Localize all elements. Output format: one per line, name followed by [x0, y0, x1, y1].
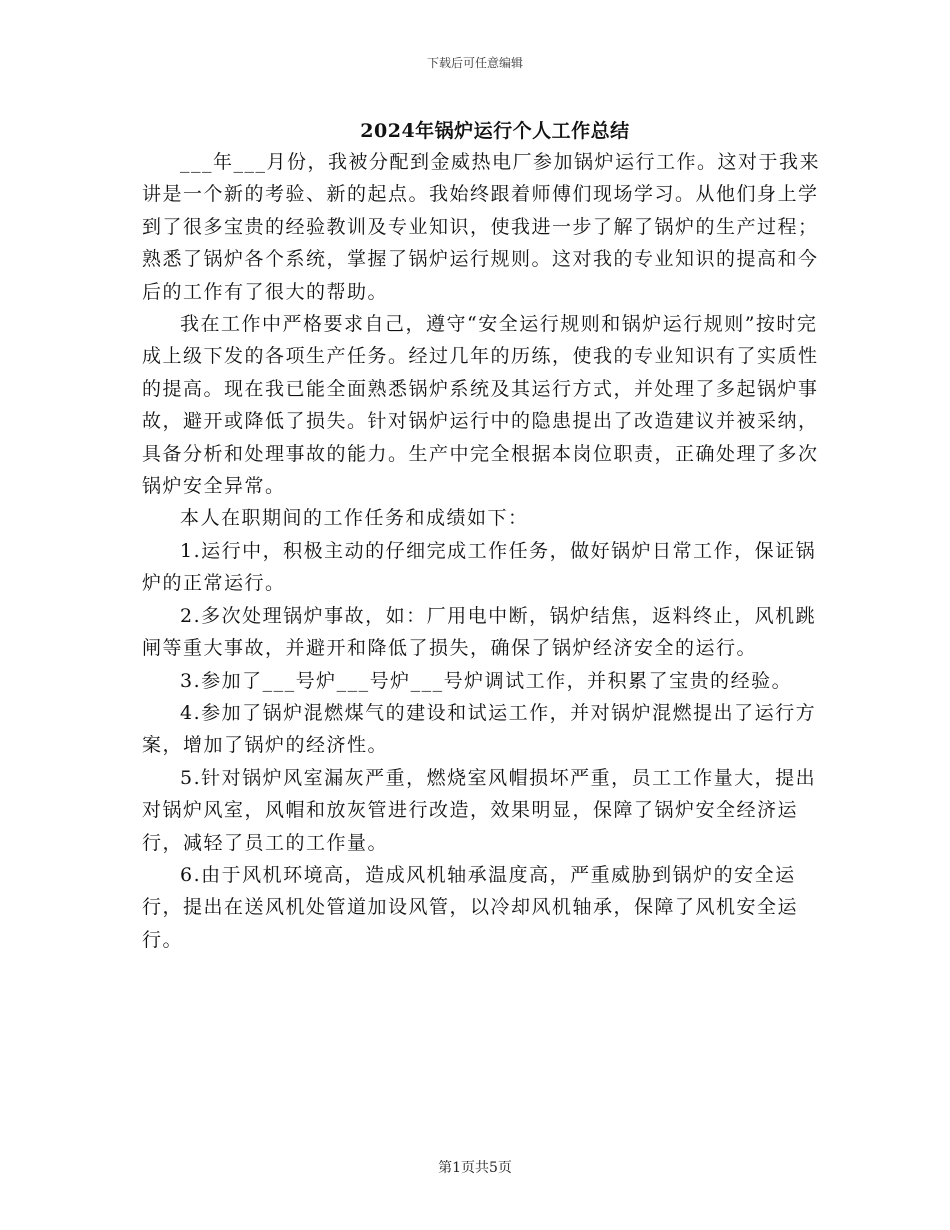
list-item-4: 4.参加了锅炉混燃煤气的建设和试运工作，并对锅炉混燃提出了运行方案，增加了锅炉的经济性。: [142, 701, 817, 757]
paragraph-1: ___年___月份，我被分配到金威热电厂参加锅炉运行工作。这对于我来讲是一个新的考验、新的起点。我始终跟着师傅们现场学习。从他们身上学到了很多宝贵的经验教训及专业知识，使我进一步了解了锅炉的生产过程；熟悉了锅炉各个系统，掌握了锅炉运行规则。这对我的专业知识的提高和今后的工作有了很大的帮助。: [142, 151, 821, 303]
page-footer: 第1页共5页: [438, 1160, 512, 1176]
header-note: 下载后可任意编辑: [426, 56, 523, 70]
document-body: [142, 146, 822, 956]
paragraph-3: 本人在职期间的工作任务和成绩如下：: [180, 507, 529, 530]
list-item-3: 3.参加了___号炉___号炉___号炉调试工作，并积累了宝贵的经验。: [180, 669, 793, 692]
list-item-1: 1.运行中，积极主动的仔细完成工作任务，做好锅炉日常工作，保证锅炉的正常运行。: [142, 539, 817, 595]
list-item-5: 5.针对锅炉风室漏灰严重，燃烧室风帽损坏严重，员工工作量大，提出对锅炉风室，风帽和放灰管进行改造，效果明显，保障了锅炉安全经济运行，减轻了员工的工作量。: [142, 766, 817, 854]
list-item-2: 2.多次处理锅炉事故，如：厂用电中断，锅炉结焦，返料终止，风机跳闸等重大事故，并避开和降低了损失，确保了锅炉经济安全的运行。: [142, 604, 817, 660]
paragraph-2: 我在工作中严格要求自己，遵守“安全运行规则和锅炉运行规则”按时完成上级下发的各项生产任务。经过几年的历练，使我的专业知识有了实质性的提高。现在我已能全面熟悉锅炉系统及其运行方式，并处理了多起锅炉事故，避开或降低了损失。针对锅炉运行中的隐患提出了改造建议并被采纳，具备分析和处理事故的能力。生产中完全根据本岗位职责，正确处理了多次锅炉安全异常。: [142, 313, 819, 498]
list-item-6: 6.由于风机环境高，造成风机轴承温度高，严重威胁到锅炉的安全运行，提出在送风机处管道加设风管，以冷却风机轴承，保障了风机安全运行。: [142, 863, 799, 951]
document-title: 2024年锅炉运行个人工作总结: [360, 120, 630, 142]
